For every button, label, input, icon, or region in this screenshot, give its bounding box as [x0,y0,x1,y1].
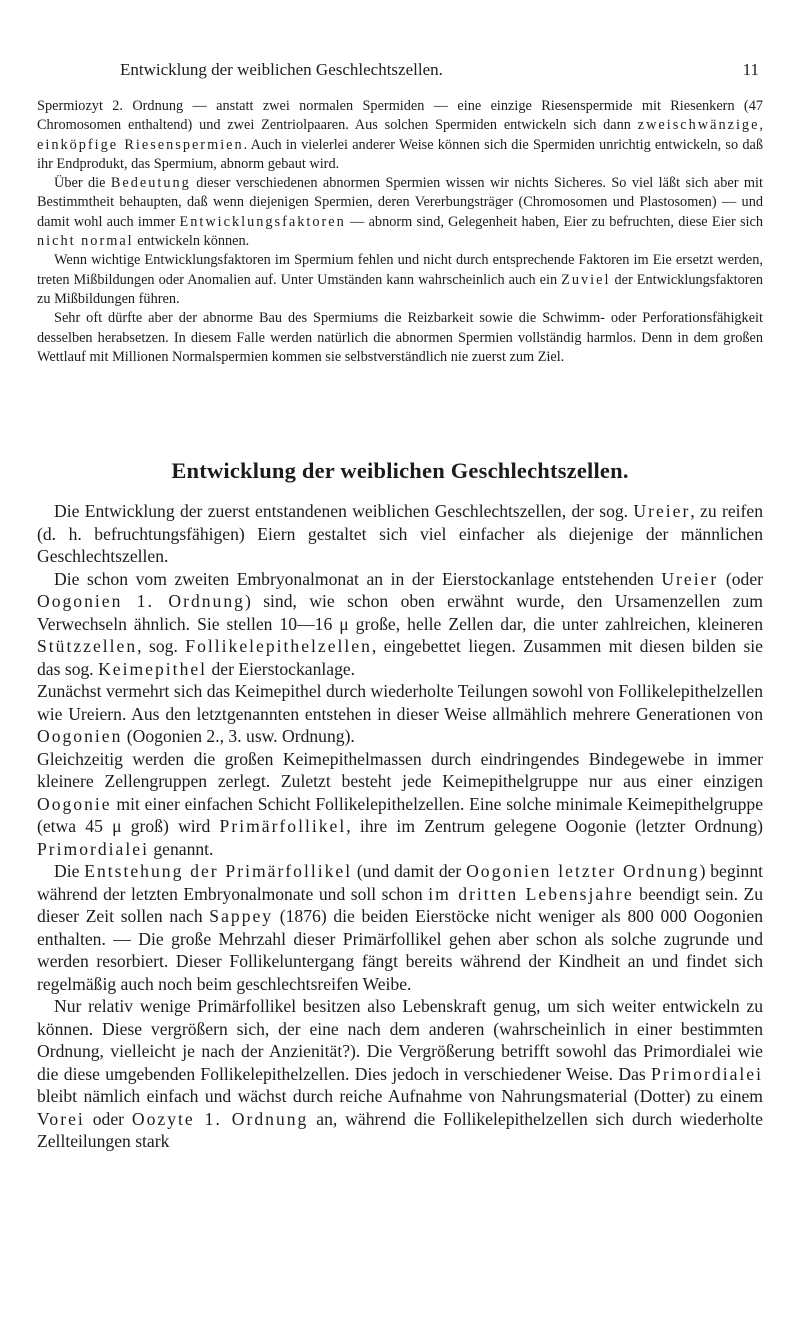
paragraph [37,680,763,748]
text-run: Die schon vom zweiten Embryonalmonat an in der Eierstockanlage entstehenden [54,568,662,589]
text-run: Sehr oft dürfte aber der abnorme Bau des Spermiums die Reizbarkeit sowie die Schwimm- oder Perforationsfähigkeit desselben herabsetzen. In diesem Falle werden natürlich die abnormen Spermien vollständig harmlos. Denn in dem großen Wettlauf mit Millionen Normalspermien kommen sie selbstverständlich nie zuerst zum Ziel. [37,310,763,365]
spaced-emphasis: Follikelepithelzellen [185,636,372,656]
spaced-emphasis: zweischwänzige [637,117,760,134]
text-run: , zu reifen (d. h. befruchtungsfähigen) Eiern gestaltet sich viel einfacher als diejenige der männlichen Geschlechtszellen. [37,501,763,566]
spaced-emphasis: Bedeutung [110,175,191,192]
paragraph [37,995,763,1153]
spaced-emphasis: Stützzellen [37,636,138,656]
text-run: , sog. [137,636,186,656]
spaced-emphasis: Primordialei [37,838,149,859]
spaced-emphasis: nicht normal [37,233,134,250]
text-run: , eingebettet liegen. Zusammen mit diesen bilden sie das sog. [37,636,763,679]
spaced-emphasis: Oogonien 1. Ordnung [37,591,245,611]
spaced-emphasis: im dritten Lebensjahre [428,883,634,904]
running-header [37,60,763,82]
text-run: beendigt sein. Zu dieser Zeit sollen nach [37,883,763,926]
text-run: Spermiozyt 2. Ordnung — anstatt zwei normalen Spermiden — eine einzige Riesenspermide mit Riesenkern (47 Chromosomen enthaltend) und zwei Zentriolpaaren. Aus solchen Spermiden entwickeln sich dann [37,98,763,134]
spaced-emphasis: Ureier [661,568,719,589]
text-run: (Oogonien 2., 3. usw. Ordnung). [122,726,355,746]
page-number: 11 [742,60,759,79]
text-run: — abnorm sind, Gelegenheit haben, Eier zu befruchten, diese Eier sich [345,213,763,230]
spaced-emphasis: Sappey [209,906,274,926]
text-run: bleibt nämlich einfach und wächst durch reiche Aufnahme von Nahrungsmaterial (Dotter) zu einem [37,1086,763,1106]
text-run: . Auch in vielerlei anderer Weise können sich die Spermiden unrichtig entwickeln, so daß ihr Endprodukt, das Spermium, abnorm gebaut wird. [37,136,763,172]
text-run: Die [54,861,85,881]
text-run: (1876) die beiden Eierstöcke nicht weniger als 800 000 Oogonien enthalten. — Die große Mehrzahl dieser Primärfollikel gehen aber schon als solche zugrunde und werden resorbiert. Dieser Follikeluntergang fängt bereits während der Kindheit an und findet sich regelmäßig auch noch beim geschlechtsreifen Weibe. [37,906,763,994]
text-run: (oder [718,568,763,589]
paragraph [37,568,763,681]
intro-text-block [37,97,763,367]
spaced-emphasis: Entstehung der Primärfollikel [84,861,353,881]
main-text-block [37,500,763,1153]
text-run: dieser verschiedenen abnormen Spermien wissen wir nichts Sicheres. So viel läßt sich aber mit Bestimmtheit behaupten, daß wenn diejenigen Spermien, deren Vererbungsträger (Chromosomen und Plastosomen) — und damit wohl auch immer [37,175,763,230]
spaced-emphasis: Entwicklungsfaktoren [179,213,346,230]
text-run: mit einer einfachen Schicht Follikelepithelzellen. Eine solche minimale Keimepithelgruppe (etwa 45 μ groß) wird [37,793,763,836]
text-run: Zunächst vermehrt sich das Keimepithel durch wiederholte Teilungen sowohl von Follikelepithelzellen wie Ureiern. Aus den letztgenannten entstehen in dieser Weise allmählich mehrere Generationen von [37,681,763,724]
spaced-emphasis: Primärfollikel [219,816,347,836]
paragraph [37,860,763,995]
spaced-emphasis: Oogonien letzter Ordnung [466,861,700,881]
text-run: oder [84,1108,132,1129]
spaced-emphasis: Oogonien [37,726,123,746]
text-run: der Entwicklungsfaktoren zu Mißbildungen führen. [37,271,763,307]
text-run: Wenn wichtige Entwicklungsfaktoren im Spermium fehlen und nicht durch entsprechende Faktoren im Eie ersetzt werden, treten Mißbildungen oder Anomalien auf. Unter Umständen kann wahrscheinlich auch ein [37,252,763,288]
paragraph [37,748,763,861]
spaced-emphasis: Vorei [37,1108,85,1129]
text-run: der Eierstockanlage. [207,658,356,679]
spaced-emphasis: einköpfige Riesenspermien [37,136,244,153]
spaced-emphasis: Oozyte 1. Ordnung [131,1108,309,1129]
text-run: Gleichzeitig werden die großen Keimepithelmassen durch eindringendes Bindegewebe in immer kleinere Zellengruppen zerlegt. Zuletzt besteht jede Keimepithelgruppe nur aus einer einzigen [37,748,763,791]
paragraph [37,309,763,367]
spaced-emphasis: Keimepithel [98,658,208,679]
text-run: entwickeln können. [133,233,250,250]
text-run: Die Entwicklung der zuerst entstandenen weiblichen Geschlechtszellen, der sog. [54,501,634,521]
spaced-emphasis: Primordialei [651,1063,763,1084]
text-run: ) beginnt während der letzten Embryonalmonate und soll schon [37,861,764,904]
text-run: ) sind, wie schon oben erwähnt wurde, den Ursamenzellen zum Verwechseln ähnlich. Sie stellen 10—16 μ große, helle Zellen dar, die unter zahlreichen, kleineren [37,591,763,634]
spaced-emphasis: Zuviel [561,271,611,288]
text-run: genannt. [148,838,214,859]
paragraph [37,174,763,251]
text-run: an, während die Follikelepithelzellen sich durch wiederholte Zellteilungen stark [37,1108,763,1151]
section-heading: Entwicklung der weiblichen Geschlechtszellen. [171,458,629,483]
text-run: (und damit der [352,861,467,881]
paragraph [37,251,763,309]
spaced-emphasis: Ureier [633,501,691,521]
running-header-title: Entwicklung der weiblichen Geschlechtszellen. [120,60,443,79]
text-run: Über die [54,175,111,192]
text-run: , ihre im Zentrum gelegene Oogonie (letzter Ordnung) [346,816,763,836]
text-run: , [759,117,763,134]
paragraph [37,97,763,174]
paragraph [37,500,763,568]
text-run: Nur relativ wenige Primärfollikel besitzen also Lebenskraft genug, um sich weiter entwickeln zu können. Diese vergrößern sich, der eine nach dem anderen (wahrscheinlich in einer bestimmten Ordnung, vielleicht je nach der Anzienität?). Die Vergrößerung betrifft sowohl das Primordialei wie die diese umgebenden Follikelepithelzellen. Dies jedoch in verschiedener Weise. Das [37,996,763,1084]
spaced-emphasis: Oogonie [37,793,112,814]
